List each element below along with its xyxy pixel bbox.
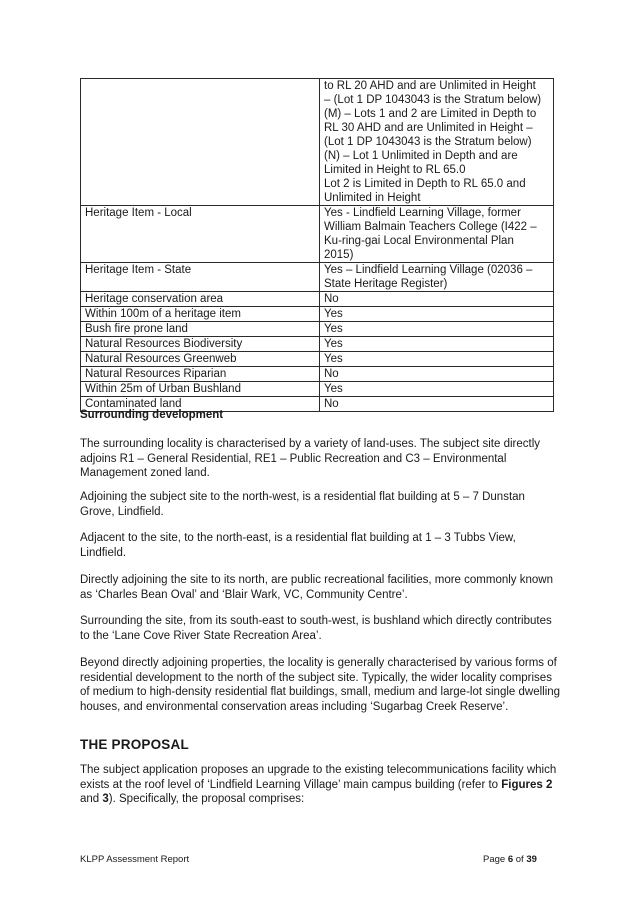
surrounding-paragraph-4: Directly adjoining the site to its north, are public recreational facilities, more commonly known as ‘Charles Bean Oval’ and ‘Blair Wark, VC, Community Centre’. xyxy=(80,574,553,601)
figure-3-reference: 3 xyxy=(102,793,109,806)
surrounding-paragraph-2: Adjoining the subject site to the north-west, is a residential flat building at 5 – 7 Dunstan Grove, Lindfield. xyxy=(80,491,525,518)
footer-page-label: Page xyxy=(483,854,508,865)
property-label-cell: Heritage Item - State xyxy=(81,263,320,292)
figures-2-reference: Figures 2 xyxy=(501,778,553,791)
property-label-cell: Bush fire prone land xyxy=(81,322,320,337)
site-properties-table-body xyxy=(81,79,554,412)
property-label-cell: Natural Resources Riparian xyxy=(81,367,320,382)
site-properties-table xyxy=(80,78,554,412)
property-value-cell: Yes xyxy=(320,337,554,352)
property-value-cell: to RL 20 AHD and are Unlimited in Height – (Lot 1 DP 1043043 is the Stratum below) (M) – Lots 1 and 2 are Limited in Depth to RL 30 AHD and are Unlimited in Height – (Lot 1 DP 1043043 is the Stratum below) (N) – Lot 1 Unlimited in Depth and are Limited in Height to RL 65.0 Lot 2 is Limited in Depth to RL 65.0 and Unlimited in Height xyxy=(320,79,554,206)
property-label-cell: Natural Resources Greenweb xyxy=(81,352,320,367)
surrounding-paragraph-6: Beyond directly adjoining properties, the locality is generally characterised by various forms of residential development to the north of the subject site. Typically, the wider locality comprises of medium to high-density residential flat buildings, small, medium and large-lot single dwelling houses, and environmental conservation areas including ‘Sugarbag Creek Reserve’. xyxy=(80,657,561,713)
proposal-text-and: and xyxy=(80,793,103,806)
proposal-text-end: ). Specifically, the proposal comprises: xyxy=(108,793,305,806)
table-row xyxy=(81,292,554,307)
table-row xyxy=(81,322,554,337)
table-row xyxy=(81,337,554,352)
proposal-text-start: The subject application proposes an upgrade to the existing telecommunications facility which exists at the roof level of ‘Lindfield Learning Village’ main campus building (refer to xyxy=(80,764,557,791)
property-label-cell: Natural Resources Biodiversity xyxy=(81,337,320,352)
property-label-cell: Within 100m of a heritage item xyxy=(81,307,320,322)
proposal-paragraph xyxy=(80,763,562,807)
surrounding-paragraph-3: Adjacent to the site, to the north-east, is a residential flat building at 1 – 3 Tubbs View, Lindfield. xyxy=(80,532,516,559)
table-row xyxy=(81,307,554,322)
property-value-cell: Yes – Lindfield Learning Village (02036 – State Heritage Register) xyxy=(320,263,554,292)
property-value-cell: Yes xyxy=(320,382,554,397)
surrounding-paragraph-5: Surrounding the site, from its south-east to south-west, is bushland which directly contributes to the ‘Lane Cove River State Recreation Area’. xyxy=(80,615,552,642)
property-value-cell: Yes - Lindfield Learning Village, former William Balmain Teachers College (I422 – Ku-ring-gai Local Environmental Plan 2015) xyxy=(320,206,554,263)
the-proposal-heading: THE PROPOSAL xyxy=(80,737,189,752)
property-label-cell: Heritage Item - Local xyxy=(81,206,320,263)
table-row xyxy=(81,206,554,263)
table-row xyxy=(81,367,554,382)
table-row xyxy=(81,263,554,292)
footer-total-pages: 39 xyxy=(526,854,537,865)
property-value-cell: No xyxy=(320,292,554,307)
footer-current-page: 6 xyxy=(507,854,514,865)
footer-report-title: KLPP Assessment Report xyxy=(80,854,190,865)
table-row xyxy=(81,352,554,367)
property-value-cell: Yes xyxy=(320,322,554,337)
property-label-cell: Contaminated land xyxy=(81,397,320,412)
property-value-cell: Yes xyxy=(320,352,554,367)
property-value-cell: Yes xyxy=(320,307,554,322)
property-label-cell: Within 25m of Urban Bushland xyxy=(81,382,320,397)
property-label-cell xyxy=(81,79,320,206)
footer-of-label: of xyxy=(513,854,527,865)
footer-page-number xyxy=(483,854,537,865)
surrounding-paragraph-1: The surrounding locality is characterised by a variety of land-uses. The subject site directly adjoins R1 – General Residential, RE1 – Public Recreation and C3 – Environmental Management zoned land. xyxy=(80,438,541,480)
table-row xyxy=(81,79,554,206)
surrounding-development-heading: Surrounding development xyxy=(80,409,224,421)
table-row xyxy=(81,382,554,397)
property-value-cell: No xyxy=(320,397,554,412)
property-label-cell: Heritage conservation area xyxy=(81,292,320,307)
property-value-cell: No xyxy=(320,367,554,382)
